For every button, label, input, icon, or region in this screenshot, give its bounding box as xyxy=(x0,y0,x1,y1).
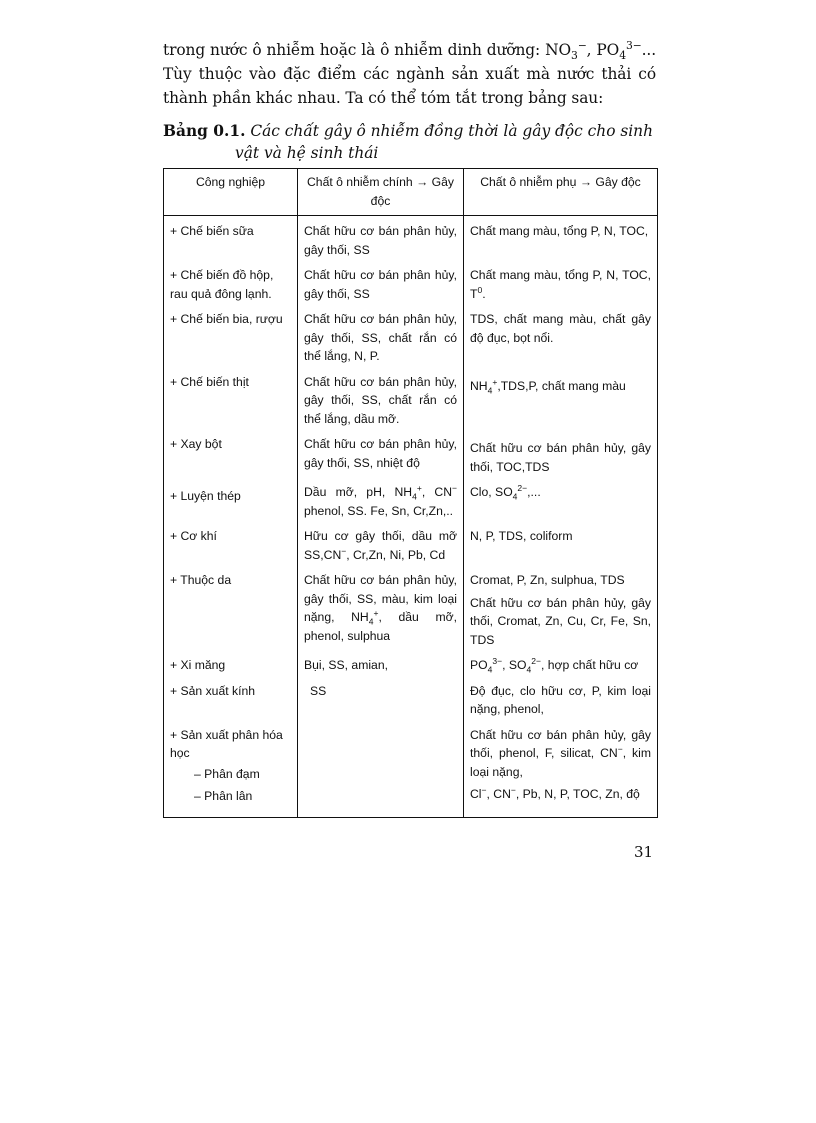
main-pollutant-cell: Chất hữu cơ bán phân hủy, gây thối, SS, chất rắn có thể lắng, dầu mỡ. xyxy=(298,373,464,436)
table-row xyxy=(164,527,658,571)
sub-industry-nitrogen: – Phân đạm xyxy=(194,766,260,781)
side-pollutant-cell: N, P, TDS, coliform xyxy=(464,527,658,571)
main-pollutant-cell xyxy=(298,726,464,818)
industry-cell: + Luyện thép xyxy=(164,483,298,527)
side-pollutant-cell: $PO_4^{3-}$, $SO_4^{2-}$, hợp chất hữu cơ xyxy=(464,656,658,682)
main-pollutant-cell: Bụi, SS, amian, xyxy=(298,656,464,682)
industry-cell: + Sản xuất kính xyxy=(164,682,298,726)
main-pollutant-cell: Chất hữu cơ bán phân hủy, gây thối, SS xyxy=(298,266,464,310)
side-pollutant-cell: Cromat, P, Zn, sulphua, TDS Chất hữu cơ bán phân hủy, gây thối, Cromat, Zn, Cu, Cr, Fe, Sn, TDS xyxy=(464,571,658,656)
industry-cell: + Chế biến sữa xyxy=(164,216,298,267)
table-row xyxy=(164,310,658,373)
caption-label: Bảng 0.1. xyxy=(163,122,246,140)
header-main-pollutant: Chất ô nhiễm chính → Gây độc xyxy=(298,169,464,216)
side-pollutant-cell: Clo, $SO_4^{2-}$,... xyxy=(464,483,658,527)
industry-cell: + Cơ khí xyxy=(164,527,298,571)
industry-cell: + Thuộc da xyxy=(164,571,298,656)
side-pollutant-cell: TDS, chất mang màu, chất gây độ đục, bọt nổi. xyxy=(464,310,658,373)
header-side-pollutant: Chất ô nhiễm phụ → Gây độc xyxy=(464,169,658,216)
table-row xyxy=(164,656,658,682)
table-caption xyxy=(163,120,656,164)
main-pollutant-cell: Hữu cơ gây thối, dầu mỡ SS,CN−, Cr,Zn, Ni, Pb, Cd xyxy=(298,527,464,571)
sub-industry-phosphate: – Phân lân xyxy=(194,789,253,803)
main-pollutant-cell: Dầu mỡ, pH, $NH_4^+$, CN− phenol, SS. Fe, Sn, Cr,Zn,.. xyxy=(298,483,464,527)
page-number: 31 xyxy=(634,843,654,861)
industry-cell: + Chế biến bia, rượu xyxy=(164,310,298,373)
side-pollutant-cell: $NH_4^+,TDS,P$, chất mang màu xyxy=(464,373,658,436)
industry-cell: + Sản xuất phân hóa học – Phân đạm – Phân lân xyxy=(164,726,298,818)
table-row xyxy=(164,216,658,267)
table-row xyxy=(164,682,658,726)
table-header-row xyxy=(164,169,658,216)
side-pollutant-cell: Chất mang màu, tổng P, N, TOC, $T^0$. xyxy=(464,266,658,310)
table-row xyxy=(164,266,658,310)
main-pollutant-cell: Chất hữu cơ bán phân hủy, gây thối, SS, nhiệt độ xyxy=(298,435,464,483)
side-pollutant-cell: Độ đục, clo hữu cơ, P, kim loại nặng, phenol, xyxy=(464,682,658,726)
main-pollutant-cell: SS xyxy=(298,682,464,726)
industry-cell: + Xay bột xyxy=(164,435,298,483)
table-row xyxy=(164,373,658,436)
side-pollutant-cell: Chất mang màu, tổng P, N, TOC, xyxy=(464,216,658,267)
header-industry: Công nghiệp xyxy=(164,169,298,216)
table-row xyxy=(164,726,658,818)
table-row xyxy=(164,571,658,656)
side-pollutant-cell: Chất hữu cơ bán phân hủy, gây thối, phenol, F, silicat, CN−, kim loại nặng, Cl−, CN−, Pb, N, P, TOC, Zn, độ xyxy=(464,726,658,818)
main-pollutant-cell: Chất hữu cơ bán phân hủy, gây thối, SS, chất rắn có thể lắng, N, P. xyxy=(298,310,464,373)
main-pollutant-cell: Chất hữu cơ bán phân hủy, gây thối, SS xyxy=(298,216,464,267)
main-pollutant-cell: Chất hữu cơ bán phân hủy, gây thối, SS, màu, kim loại nặng, $NH_4^+$, dầu mỡ, phenol, sulphua xyxy=(298,571,464,656)
pollutant-table xyxy=(163,168,658,818)
industry-cell: + Chế biến đồ hộp, rau quả đông lạnh. xyxy=(164,266,298,310)
side-pollutant-cell: Chất hữu cơ bán phân hủy, gây thối, TOC,TDS xyxy=(464,435,658,483)
table-row xyxy=(164,435,658,483)
industry-cell: + Chế biến thịt xyxy=(164,373,298,436)
table-row xyxy=(164,483,658,527)
document-page xyxy=(163,38,656,818)
caption-title: Các chất gây ô nhiễm đồng thời là gây độc cho sinh vật và hệ sinh thái xyxy=(235,122,653,162)
industry-cell: + Xi măng xyxy=(164,656,298,682)
intro-paragraph: trong nước ô nhiễm hoặc là ô nhiễm dinh dưỡng: $NO_3^-$, $PO_4^{3-}$... Tùy thuộc vào đặc điểm các ngành sản xuất mà nước thải có thành phần khác nhau. Ta có thể tóm tắt trong bảng sau: xyxy=(163,38,656,107)
